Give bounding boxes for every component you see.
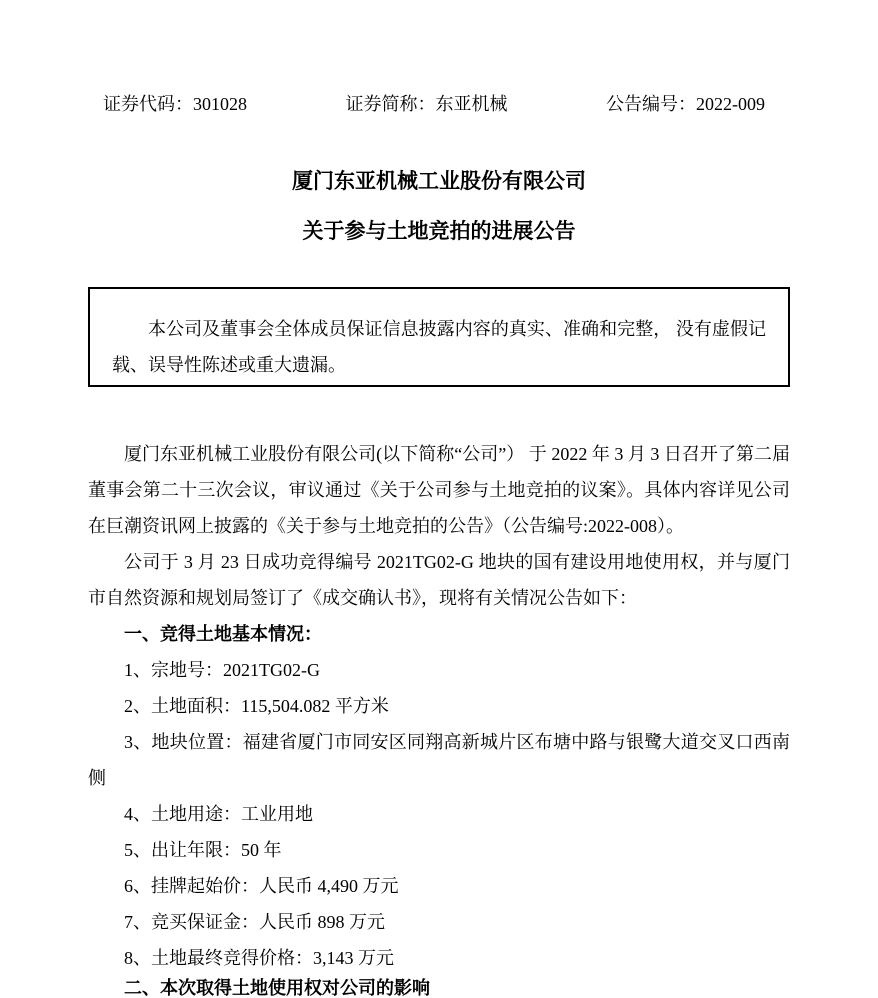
section2-heading: 二、本次取得土地使用权对公司的影响 (124, 978, 430, 998)
stock-name: 证券简称：东亚机械 (345, 94, 508, 114)
company-name-title: 厦门东亚机械工业股份有限公司 (292, 170, 586, 193)
land-item-tenure: 5、出让年限：50 年 (124, 840, 282, 860)
announcement-subject-title: 关于参与土地竞拍的进展公告 (302, 220, 576, 243)
announcement-number: 公告编号：2022-009 (606, 94, 765, 114)
section1-heading: 一、竞得土地基本情况： (124, 624, 322, 644)
land-item-area: 2、土地面积：115,504.082 平方米 (124, 696, 389, 716)
document-body (88, 436, 790, 998)
land-item-location: 3、地块位置：福建省厦门市同安区同翔高新城片区布塘中路与银鹭大道交叉口西南侧 (88, 732, 790, 788)
land-item-usage: 4、土地用途：工业用地 (124, 804, 313, 824)
document-header (88, 93, 790, 115)
land-item-starting-price: 6、挂牌起始价：人民币 4,490 万元 (124, 876, 399, 896)
disclaimer-text: 本公司及董事会全体成员保证信息披露内容的真实、准确和完整， 没有虚假记载、误导性陈述或重大遗漏。 (112, 319, 766, 375)
land-item-final-price: 8、土地最终竞得价格：3,143 万元 (124, 948, 394, 968)
disclaimer-box (88, 287, 790, 387)
paragraph-auction-result: 公司于 3 月 23 日成功竞得编号 2021TG02-G 地块的国有建设用地使用权，并与厦门市自然资源和规划局签订了《成交确认书》，现将有关情况公告如下： (88, 552, 790, 608)
paragraph-board-meeting: 厦门东亚机械工业股份有限公司(以下简称“公司”） 于 2022 年 3 月 3 日召开了第二届董事会第二十三次会议，审议通过《关于公司参与土地竞拍的议案》。具体内容详见公司在巨潮资讯网上披露的《关于参与土地竞拍的公告》（公告编号:2022-008）。 (88, 444, 790, 536)
land-item-parcel-number: 1、宗地号：2021TG02-G (124, 660, 320, 680)
land-item-deposit: 7、竞买保证金：人民币 898 万元 (124, 912, 385, 932)
document-title (88, 170, 790, 244)
stock-code: 证券代码：301028 (103, 94, 247, 114)
